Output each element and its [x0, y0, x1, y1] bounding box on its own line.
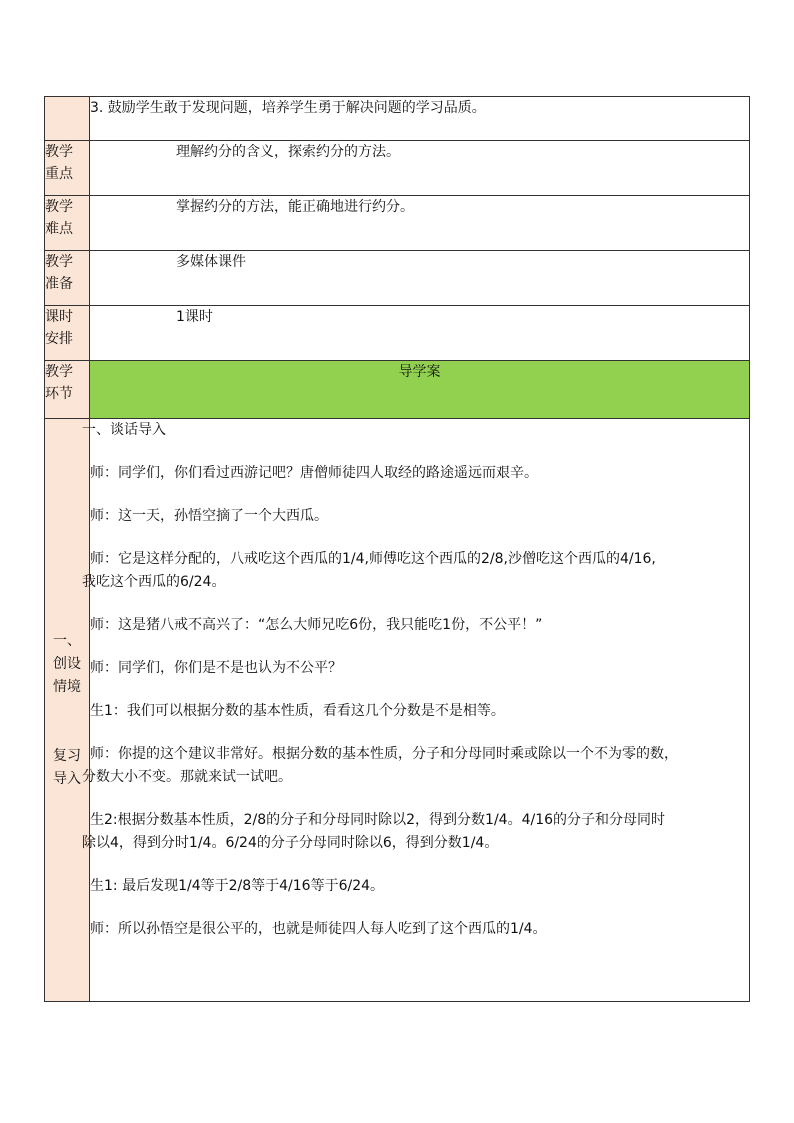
row-content: 掌握约分的方法，能正确地进行约分。: [90, 196, 750, 251]
label-line: 复习: [53, 747, 81, 764]
row-content: 1课时: [90, 306, 750, 361]
row-content: 3. 鼓励学生敢于发现问题，培养学生勇于解决问题的学习品质。: [90, 97, 750, 141]
row-label: [45, 97, 90, 141]
paragraph: 师：同学们，你们看过西游记吧？唐僧师徒四人取经的路途遥远而艰辛。: [90, 465, 538, 481]
label-line: 情境: [53, 678, 81, 695]
row-label: [45, 251, 90, 306]
row-content: 理解约分的含义，探索约分的方法。: [90, 141, 750, 196]
row-content: 多媒体课件: [90, 251, 750, 306]
paragraph: 师：你提的这个建议非常好。根据分数的基本性质，分子和分母同时乘或除以一个不为零的数， 分数大小不变。那就来试一试吧。: [82, 746, 678, 785]
paragraph: 师：所以孙悟空是很公平的，也就是师徒四人每人吃到了这个西瓜的1/4。: [90, 921, 547, 937]
label-line: 环节: [45, 386, 73, 402]
table-row: [45, 306, 750, 361]
table-row: [45, 196, 750, 251]
label-line: 安排: [45, 331, 73, 347]
row-label: [45, 141, 90, 196]
label-line: 难点: [45, 221, 73, 237]
row-label: [45, 196, 90, 251]
label-line: 导入: [53, 770, 81, 787]
paragraph: 生1：我们可以根据分数的基本性质，看看这几个分数是不是相等。: [90, 703, 505, 719]
table-row: [45, 419, 750, 1002]
table-row: [45, 97, 750, 141]
label-line: 课时: [45, 309, 73, 325]
label-line: 创设: [53, 655, 81, 672]
label-line: 教学: [45, 199, 73, 215]
label-line: 教学: [45, 254, 73, 270]
section-label: [45, 419, 90, 1002]
label-line: 准备: [45, 276, 73, 292]
section-body: [82, 419, 750, 1002]
row-label: [45, 361, 90, 419]
paragraph: 生2:根据分数基本性质，2/8的分子和分母同时除以2，得到分数1/4。4/16的分子和分母同时 除以4，得到分时1/4。6/24的分子分母同时除以6，得到分数1/4。: [82, 812, 666, 851]
table-row: [45, 251, 750, 306]
paragraph: 师：同学们，你们是不是也认为不公平？: [90, 660, 342, 676]
paragraph: 师：这是猪八戒不高兴了：“怎么大师兄吃6份，我只能吃1份，不公平！”: [90, 617, 543, 633]
paragraph: 生1: 最后发现1/4等于2/8等于4/16等于6/24。: [90, 878, 385, 894]
section-header: 导学案: [90, 361, 750, 419]
paragraph: 师：它是这样分配的，八戒吃这个西瓜的1/4,师傅吃这个西瓜的2/8,沙僧吃这个西瓜的4/16, 我吃这个西瓜的6/24。: [82, 551, 656, 590]
label-line: 一、: [53, 632, 81, 649]
label-line: 教学: [45, 364, 73, 380]
table-row: [45, 141, 750, 196]
row-label: [45, 306, 90, 361]
lesson-plan-table: [44, 96, 750, 1002]
label-line: 教学: [45, 144, 73, 160]
section-heading: 一、谈话导入: [82, 422, 166, 438]
table-row: [45, 361, 750, 419]
paragraph: 师：这一天，孙悟空摘了一个大西瓜。: [90, 508, 328, 524]
label-line: 重点: [45, 166, 73, 182]
